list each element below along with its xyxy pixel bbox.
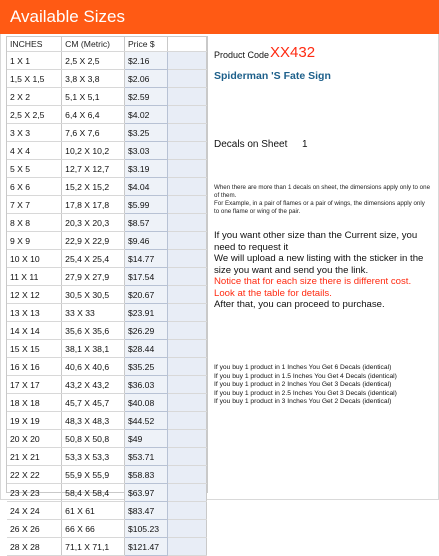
price-cell: $5.99 (124, 196, 168, 214)
table-row (7, 268, 207, 286)
size-cm-cell: 40,6 X 40,6 (62, 358, 125, 376)
blank-cell (168, 88, 207, 106)
size-cm-cell: 61 X 61 (62, 502, 125, 520)
price-cell: $2.16 (124, 52, 168, 70)
size-cm-cell: 15,2 X 15,2 (62, 178, 125, 196)
size-cm-cell: 27,9 X 27,9 (62, 268, 125, 286)
size-inches-cell: 16 X 16 (7, 358, 62, 376)
size-inches-cell: 22 X 22 (7, 466, 62, 484)
size-inches-cell: 15 X 15 (7, 340, 62, 358)
price-cell: $58.83 (124, 466, 168, 484)
blank-cell (168, 286, 207, 304)
size-inches-cell: 1,5 X 1,5 (7, 70, 62, 88)
blank-cell (168, 232, 207, 250)
note-line-2: For Example, in a pair of flames or a pair of wings, the dimensions apply only to one flame or wing of the pair. (214, 200, 425, 215)
table-row (7, 88, 207, 106)
blank-cell (168, 538, 207, 556)
size-inches-cell: 2 X 2 (7, 88, 62, 106)
price-cell: $63.97 (124, 484, 168, 502)
note-line-1: When there are more than 1 decals on sheet, the dimensions apply only to one of them. (214, 184, 431, 199)
size-inches-cell: 5 X 5 (7, 160, 62, 178)
blank-cell (168, 52, 207, 70)
size-cm-cell: 10,2 X 10,2 (62, 142, 125, 160)
table-row (7, 232, 207, 250)
page-title: Available Sizes (10, 7, 125, 26)
blank-cell (168, 520, 207, 538)
price-cell: $3.19 (124, 160, 168, 178)
size-cm-cell: 3,8 X 3,8 (62, 70, 125, 88)
size-inches-cell: 18 X 18 (7, 394, 62, 412)
decals-on-sheet-label: Decals on Sheet (214, 139, 288, 150)
size-inches-cell: 21 X 21 (7, 448, 62, 466)
blank-cell (168, 178, 207, 196)
product-name: Spiderman 'S Fate Sign (214, 70, 331, 82)
price-cell: $3.03 (124, 142, 168, 160)
blank-cell (168, 466, 207, 484)
blank-cell (168, 142, 207, 160)
blank-cell (168, 268, 207, 286)
table-row (7, 106, 207, 124)
size-cm-cell: 48,3 X 48,3 (62, 412, 125, 430)
blank-cell (168, 484, 207, 502)
price-cell: $83.47 (124, 502, 168, 520)
price-cell: $20.67 (124, 286, 168, 304)
cost-notice: Notice that for each size there is different cost. Look at the table for details. (214, 276, 412, 299)
price-cell: $4.04 (124, 178, 168, 196)
custom-size-info (214, 230, 434, 311)
size-inches-cell: 28 X 28 (7, 538, 62, 556)
size-cm-cell: 66 X 66 (62, 520, 125, 538)
table-row (7, 412, 207, 430)
table-row (7, 142, 207, 160)
header-bar (0, 0, 439, 34)
decals-dimension-note (214, 184, 430, 216)
bulk-decals-info (214, 364, 434, 407)
price-cell: $105.23 (124, 520, 168, 538)
size-inches-cell: 3 X 3 (7, 124, 62, 142)
size-cm-cell: 58,4 X 58,4 (62, 484, 125, 502)
custom-size-line-3: After that, you can proceed to purchase. (214, 299, 385, 310)
price-cell: $26.29 (124, 322, 168, 340)
size-cm-cell: 50,8 X 50,8 (62, 430, 125, 448)
price-cell: $40.08 (124, 394, 168, 412)
table-header-row (7, 37, 207, 52)
price-cell: $44.52 (124, 412, 168, 430)
price-cell: $8.57 (124, 214, 168, 232)
blank-cell (168, 394, 207, 412)
blank-cell (168, 412, 207, 430)
price-cell: $23.91 (124, 304, 168, 322)
bulk-line-5: If you buy 1 product in 3 Inches You Get 2 Decals (identical) (214, 398, 392, 405)
price-cell: $28.44 (124, 340, 168, 358)
size-cm-cell: 45,7 X 45,7 (62, 394, 125, 412)
price-cell: $2.06 (124, 70, 168, 88)
table-row (7, 502, 207, 520)
price-cell: $36.03 (124, 376, 168, 394)
size-inches-cell: 2,5 X 2,5 (7, 106, 62, 124)
size-cm-cell: 55,9 X 55,9 (62, 466, 125, 484)
table-row (7, 250, 207, 268)
blank-cell (168, 358, 207, 376)
price-cell: $4.02 (124, 106, 168, 124)
blank-cell (168, 448, 207, 466)
size-inches-cell: 9 X 9 (7, 232, 62, 250)
decals-on-sheet-value: 1 (302, 139, 308, 150)
size-cm-cell: 6,4 X 6,4 (62, 106, 125, 124)
table-row (7, 340, 207, 358)
bulk-line-4: If you buy 1 product in 2.5 Inches You Get 3 Decals (identical) (214, 389, 397, 397)
size-inches-cell: 26 X 26 (7, 520, 62, 538)
size-cm-cell: 43,2 X 43,2 (62, 376, 125, 394)
blank-cell (168, 502, 207, 520)
blank-cell (168, 340, 207, 358)
size-cm-cell: 25,4 X 25,4 (62, 250, 125, 268)
table-row (7, 466, 207, 484)
bulk-line-1: If you buy 1 product in 1 Inches You Get 6 Decals (identical) (214, 364, 392, 371)
size-inches-cell: 20 X 20 (7, 430, 62, 448)
size-inches-cell: 23 X 23 (7, 484, 62, 502)
size-inches-cell: 4 X 4 (7, 142, 62, 160)
price-cell: $17.54 (124, 268, 168, 286)
price-cell: $9.46 (124, 232, 168, 250)
blank-cell (168, 376, 207, 394)
table-row (7, 448, 207, 466)
table-row (7, 538, 207, 556)
size-inches-cell: 14 X 14 (7, 322, 62, 340)
blank-cell (168, 124, 207, 142)
size-inches-cell: 8 X 8 (7, 214, 62, 232)
table-row (7, 430, 207, 448)
size-cm-cell: 35,6 X 35,6 (62, 322, 125, 340)
size-inches-cell: 19 X 19 (7, 412, 62, 430)
product-code-value: XX432 (270, 44, 316, 61)
table-row (7, 178, 207, 196)
table-row (7, 286, 207, 304)
size-cm-cell: 7,6 X 7,6 (62, 124, 125, 142)
product-code-label: Product Code (214, 50, 270, 60)
price-cell: $3.25 (124, 124, 168, 142)
column-header-cm: CM (Metric) (62, 37, 125, 52)
size-inches-cell: 24 X 24 (7, 502, 62, 520)
table-row (7, 520, 207, 538)
table-row (7, 322, 207, 340)
blank-cell (168, 430, 207, 448)
size-inches-cell: 1 X 1 (7, 52, 62, 70)
table-row (7, 484, 207, 502)
table-row (7, 196, 207, 214)
size-cm-cell: 12,7 X 12,7 (62, 160, 125, 178)
table-row (7, 304, 207, 322)
size-cm-cell: 33 X 33 (62, 304, 125, 322)
blank-cell (168, 322, 207, 340)
blank-cell (168, 106, 207, 124)
size-cm-cell: 20,3 X 20,3 (62, 214, 125, 232)
table-row (7, 124, 207, 142)
table-row (7, 160, 207, 178)
table-row (7, 358, 207, 376)
size-inches-cell: 6 X 6 (7, 178, 62, 196)
table-row (7, 70, 207, 88)
blank-cell (168, 196, 207, 214)
size-cm-cell: 22,9 X 22,9 (62, 232, 125, 250)
price-cell: $49 (124, 430, 168, 448)
custom-size-line-1: If you want other size than the Current size, you need to request it (214, 230, 418, 253)
bulk-line-2: If you buy 1 product in 1.5 Inches You Get 4 Decals (identical) (214, 372, 397, 380)
column-header-inches: INCHES (7, 37, 62, 52)
custom-size-line-2: We will upload a new listing with the sticker in the size you want and send you the link. (214, 253, 424, 276)
price-cell: $121.47 (124, 538, 168, 556)
blank-cell (168, 160, 207, 178)
blank-cell (168, 214, 207, 232)
size-inches-cell: 17 X 17 (7, 376, 62, 394)
price-cell: $53.71 (124, 448, 168, 466)
size-cm-cell: 71,1 X 71,1 (62, 538, 125, 556)
price-cell: $35.25 (124, 358, 168, 376)
size-inches-cell: 12 X 12 (7, 286, 62, 304)
bulk-line-3: If you buy 1 product in 2 Inches You Get 3 Decals (identical) (214, 381, 392, 388)
size-cm-cell: 30,5 X 30,5 (62, 286, 125, 304)
sizes-table-container (6, 36, 208, 552)
size-cm-cell: 53,3 X 53,3 (62, 448, 125, 466)
table-row (7, 52, 207, 70)
column-header-blank (168, 37, 207, 52)
price-cell: $14.77 (124, 250, 168, 268)
table-row (7, 394, 207, 412)
size-inches-cell: 13 X 13 (7, 304, 62, 322)
size-inches-cell: 11 X 11 (7, 268, 62, 286)
size-cm-cell: 17,8 X 17,8 (62, 196, 125, 214)
size-cm-cell: 2,5 X 2,5 (62, 52, 125, 70)
table-row (7, 376, 207, 394)
table-row (7, 214, 207, 232)
column-header-price: Price $ (124, 37, 168, 52)
size-cm-cell: 5,1 X 5,1 (62, 88, 125, 106)
size-inches-cell: 7 X 7 (7, 196, 62, 214)
blank-cell (168, 250, 207, 268)
blank-cell (168, 70, 207, 88)
size-cm-cell: 38,1 X 38,1 (62, 340, 125, 358)
size-inches-cell: 10 X 10 (7, 250, 62, 268)
blank-cell (168, 304, 207, 322)
sizes-table (7, 37, 207, 556)
price-cell: $2.59 (124, 88, 168, 106)
